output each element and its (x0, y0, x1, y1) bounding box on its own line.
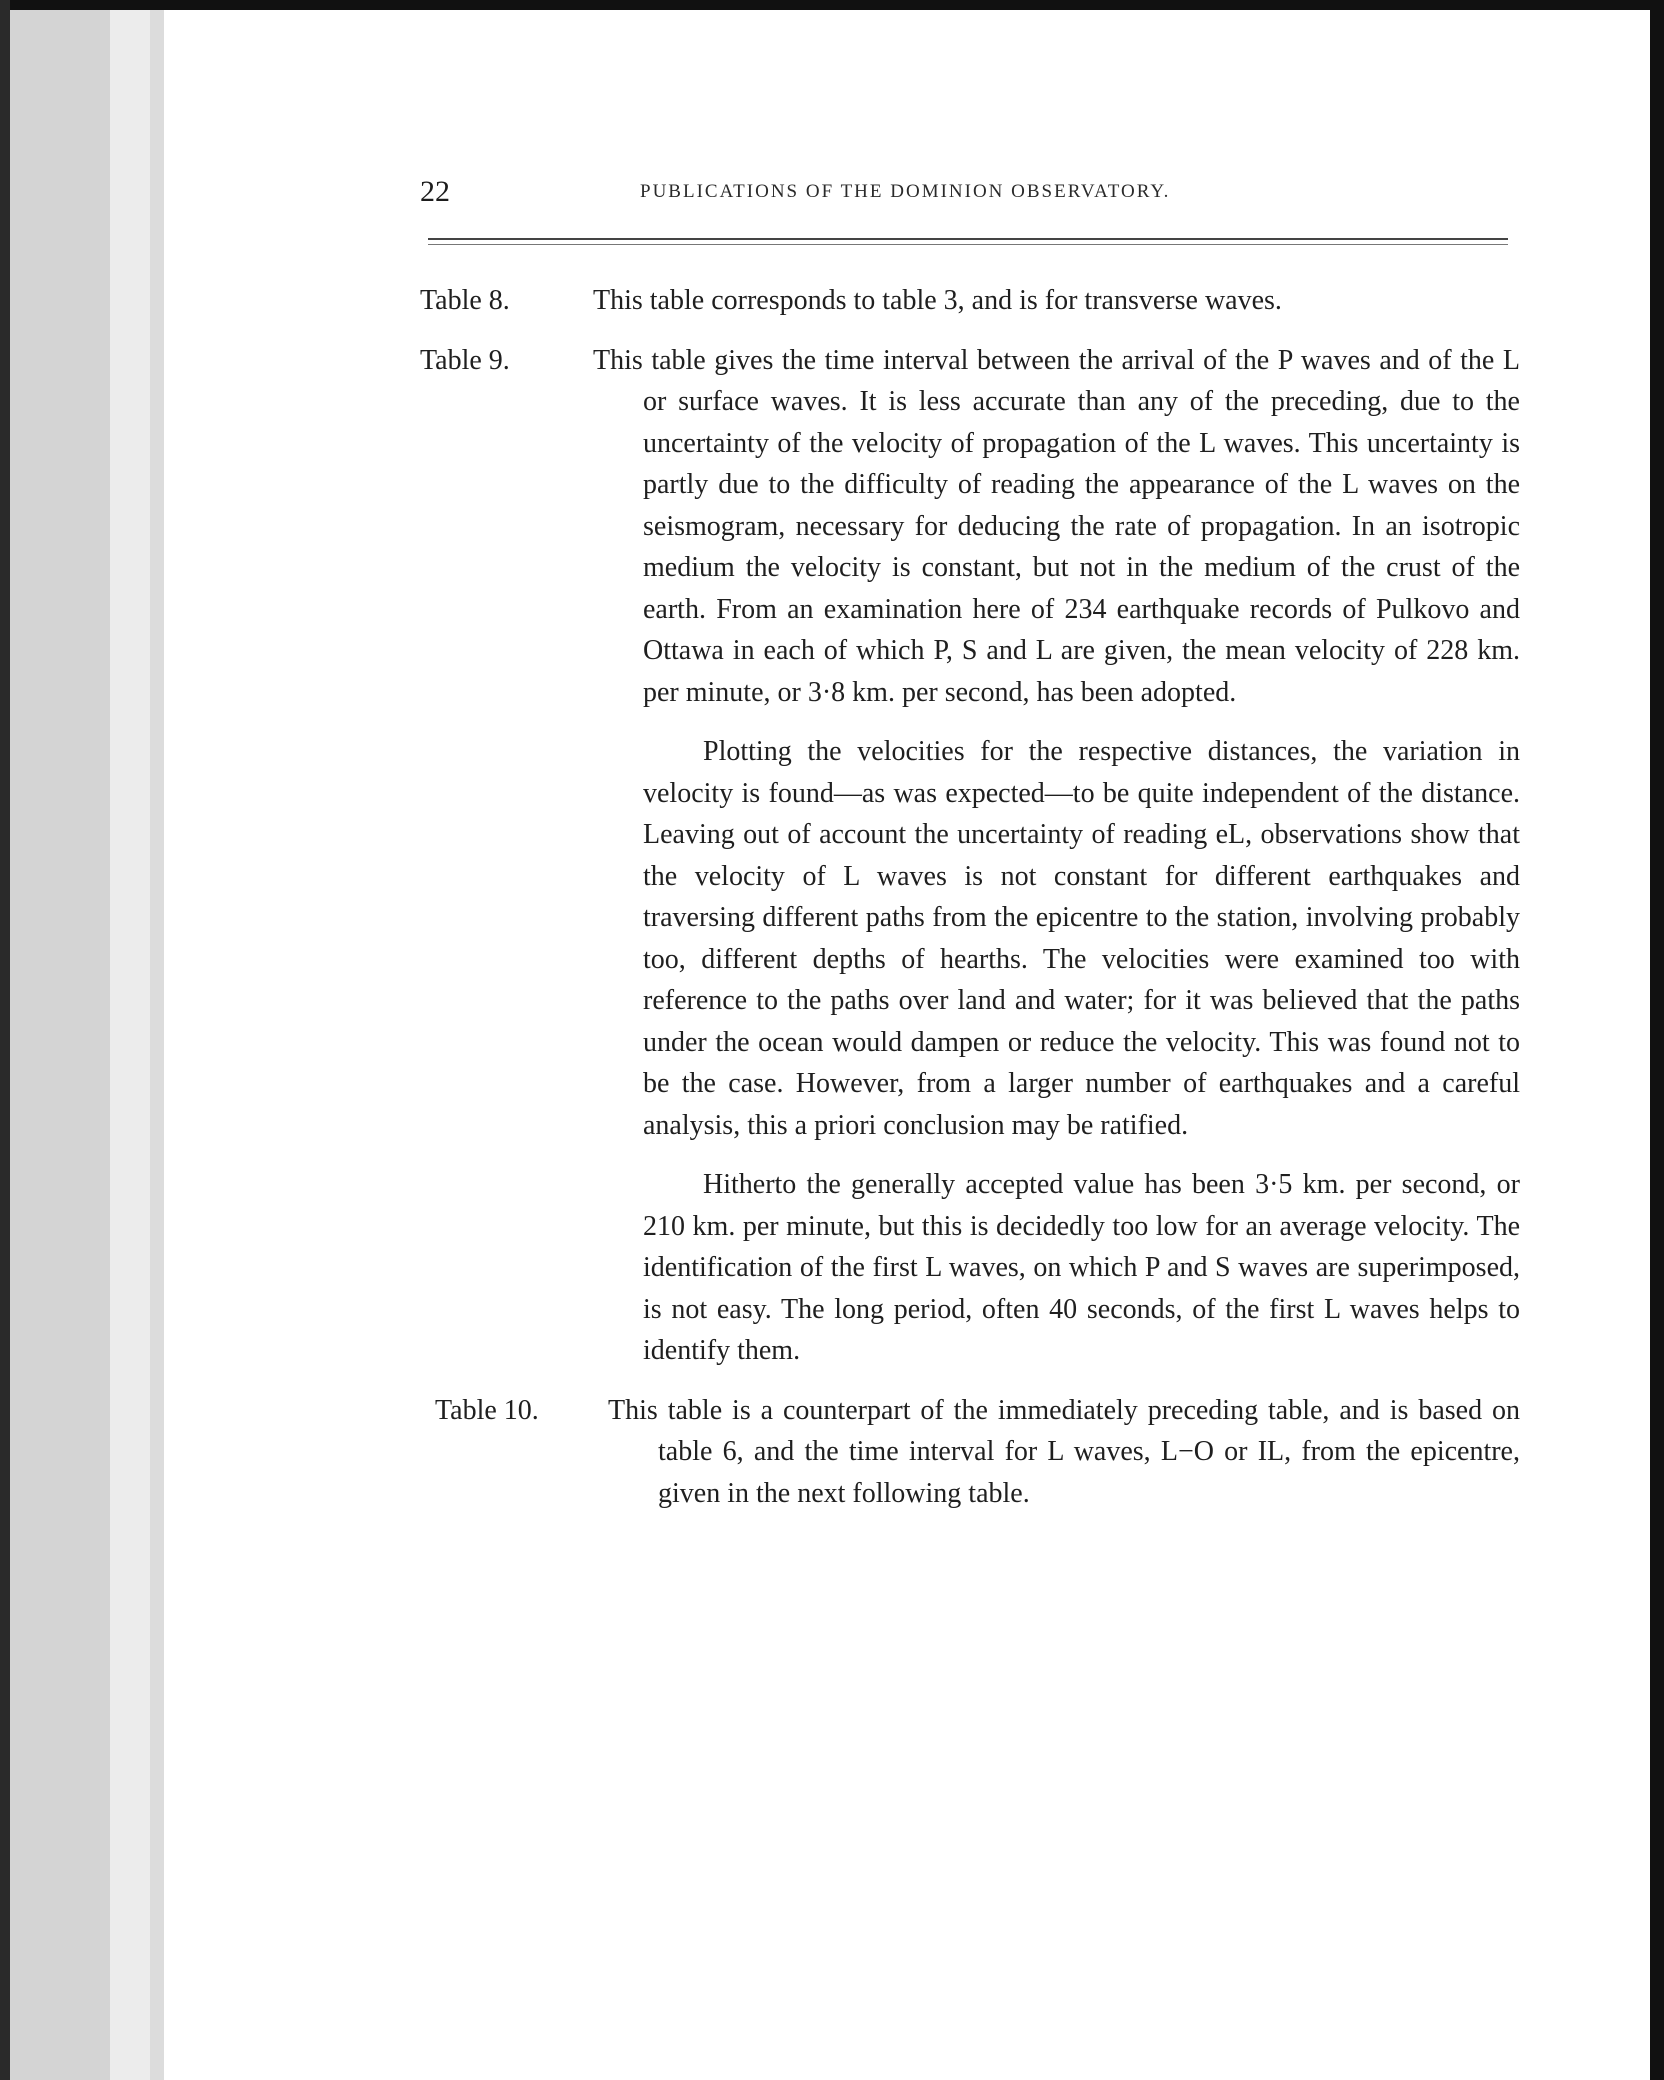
entry-table-8 (420, 280, 1520, 322)
page-edge-inner (150, 10, 164, 2080)
page-number: 22 (420, 175, 450, 208)
page-edge-shadow (10, 10, 110, 2080)
running-head: PUBLICATIONS OF THE DOMINION OBSERVATORY. (640, 181, 1171, 202)
entry-paragraph: This table is a counterpart of the immediately preceding table, and is based on table 6, and the time interval for L waves, L−O or IL, from the epicentre, given in the next following table. (608, 1394, 1520, 1509)
scan-border-top (0, 0, 1664, 10)
body-text (420, 280, 1520, 1514)
scan-border-left (0, 0, 10, 2080)
entry-paragraph: This table corresponds to table 3, and is for transverse waves. (593, 285, 1282, 316)
entry-label: Table 9. (420, 344, 510, 376)
header-rule (428, 238, 1508, 240)
entry-table-9 (420, 340, 1520, 1372)
header-rule-thin (428, 244, 1508, 245)
entry-table-10 (420, 1390, 1520, 1515)
entry-label: Table 10. (435, 1394, 539, 1426)
entry-paragraph: This table gives the time interval between the arrival of the P waves and of the L or surface waves. It is less accurate than any of the preceding, due to the uncertainty of the velocity of propagation of the L waves. This uncertainty is partly due to the difficulty of reading the appearance of the L waves on the seismogram, necessary for deducing the rate of propagation. In an isotropic medium the velocity is constant, but not in the medium of the crust of the earth. From an examination here of 234 earthquake records of Pulkovo and Ottawa in each of which P, S and L are given, the mean velocity of 228 km. per minute, or 3·8 km. per second, has been adopted. (593, 344, 1520, 708)
entry-label: Table 8. (420, 285, 510, 316)
page-edge-light (110, 10, 150, 2080)
scan-border-right (1650, 0, 1664, 2080)
page-header (420, 175, 1520, 215)
entry-paragraph: Plotting the velocities for the respective distances, the variation in velocity is found—as was expected—to be quite independent of the distance. Leaving out of account the uncertainty of reading eL, observations show that the velocity of L waves is not constant for different earthquakes and traversing different paths from the epicentre to the station, involving probably too, different depths of hearths. The velocities were examined too with reference to the paths over land and water; for it was believed that the paths under the ocean would dampen or reduce the velocity. This was found not to be the case. However, from a larger number of earthquakes and a careful analysis, this a priori conclusion may be ratified. (643, 736, 1520, 1141)
entry-paragraph: Hitherto the generally accepted value has been 3·5 km. per second, or 210 km. per minute, but this is decidedly too low for an average velocity. The identification of the first L waves, on which P and S waves are superimposed, is not easy. The long period, often 40 seconds, of the first L waves helps to identify them. (643, 1169, 1520, 1366)
